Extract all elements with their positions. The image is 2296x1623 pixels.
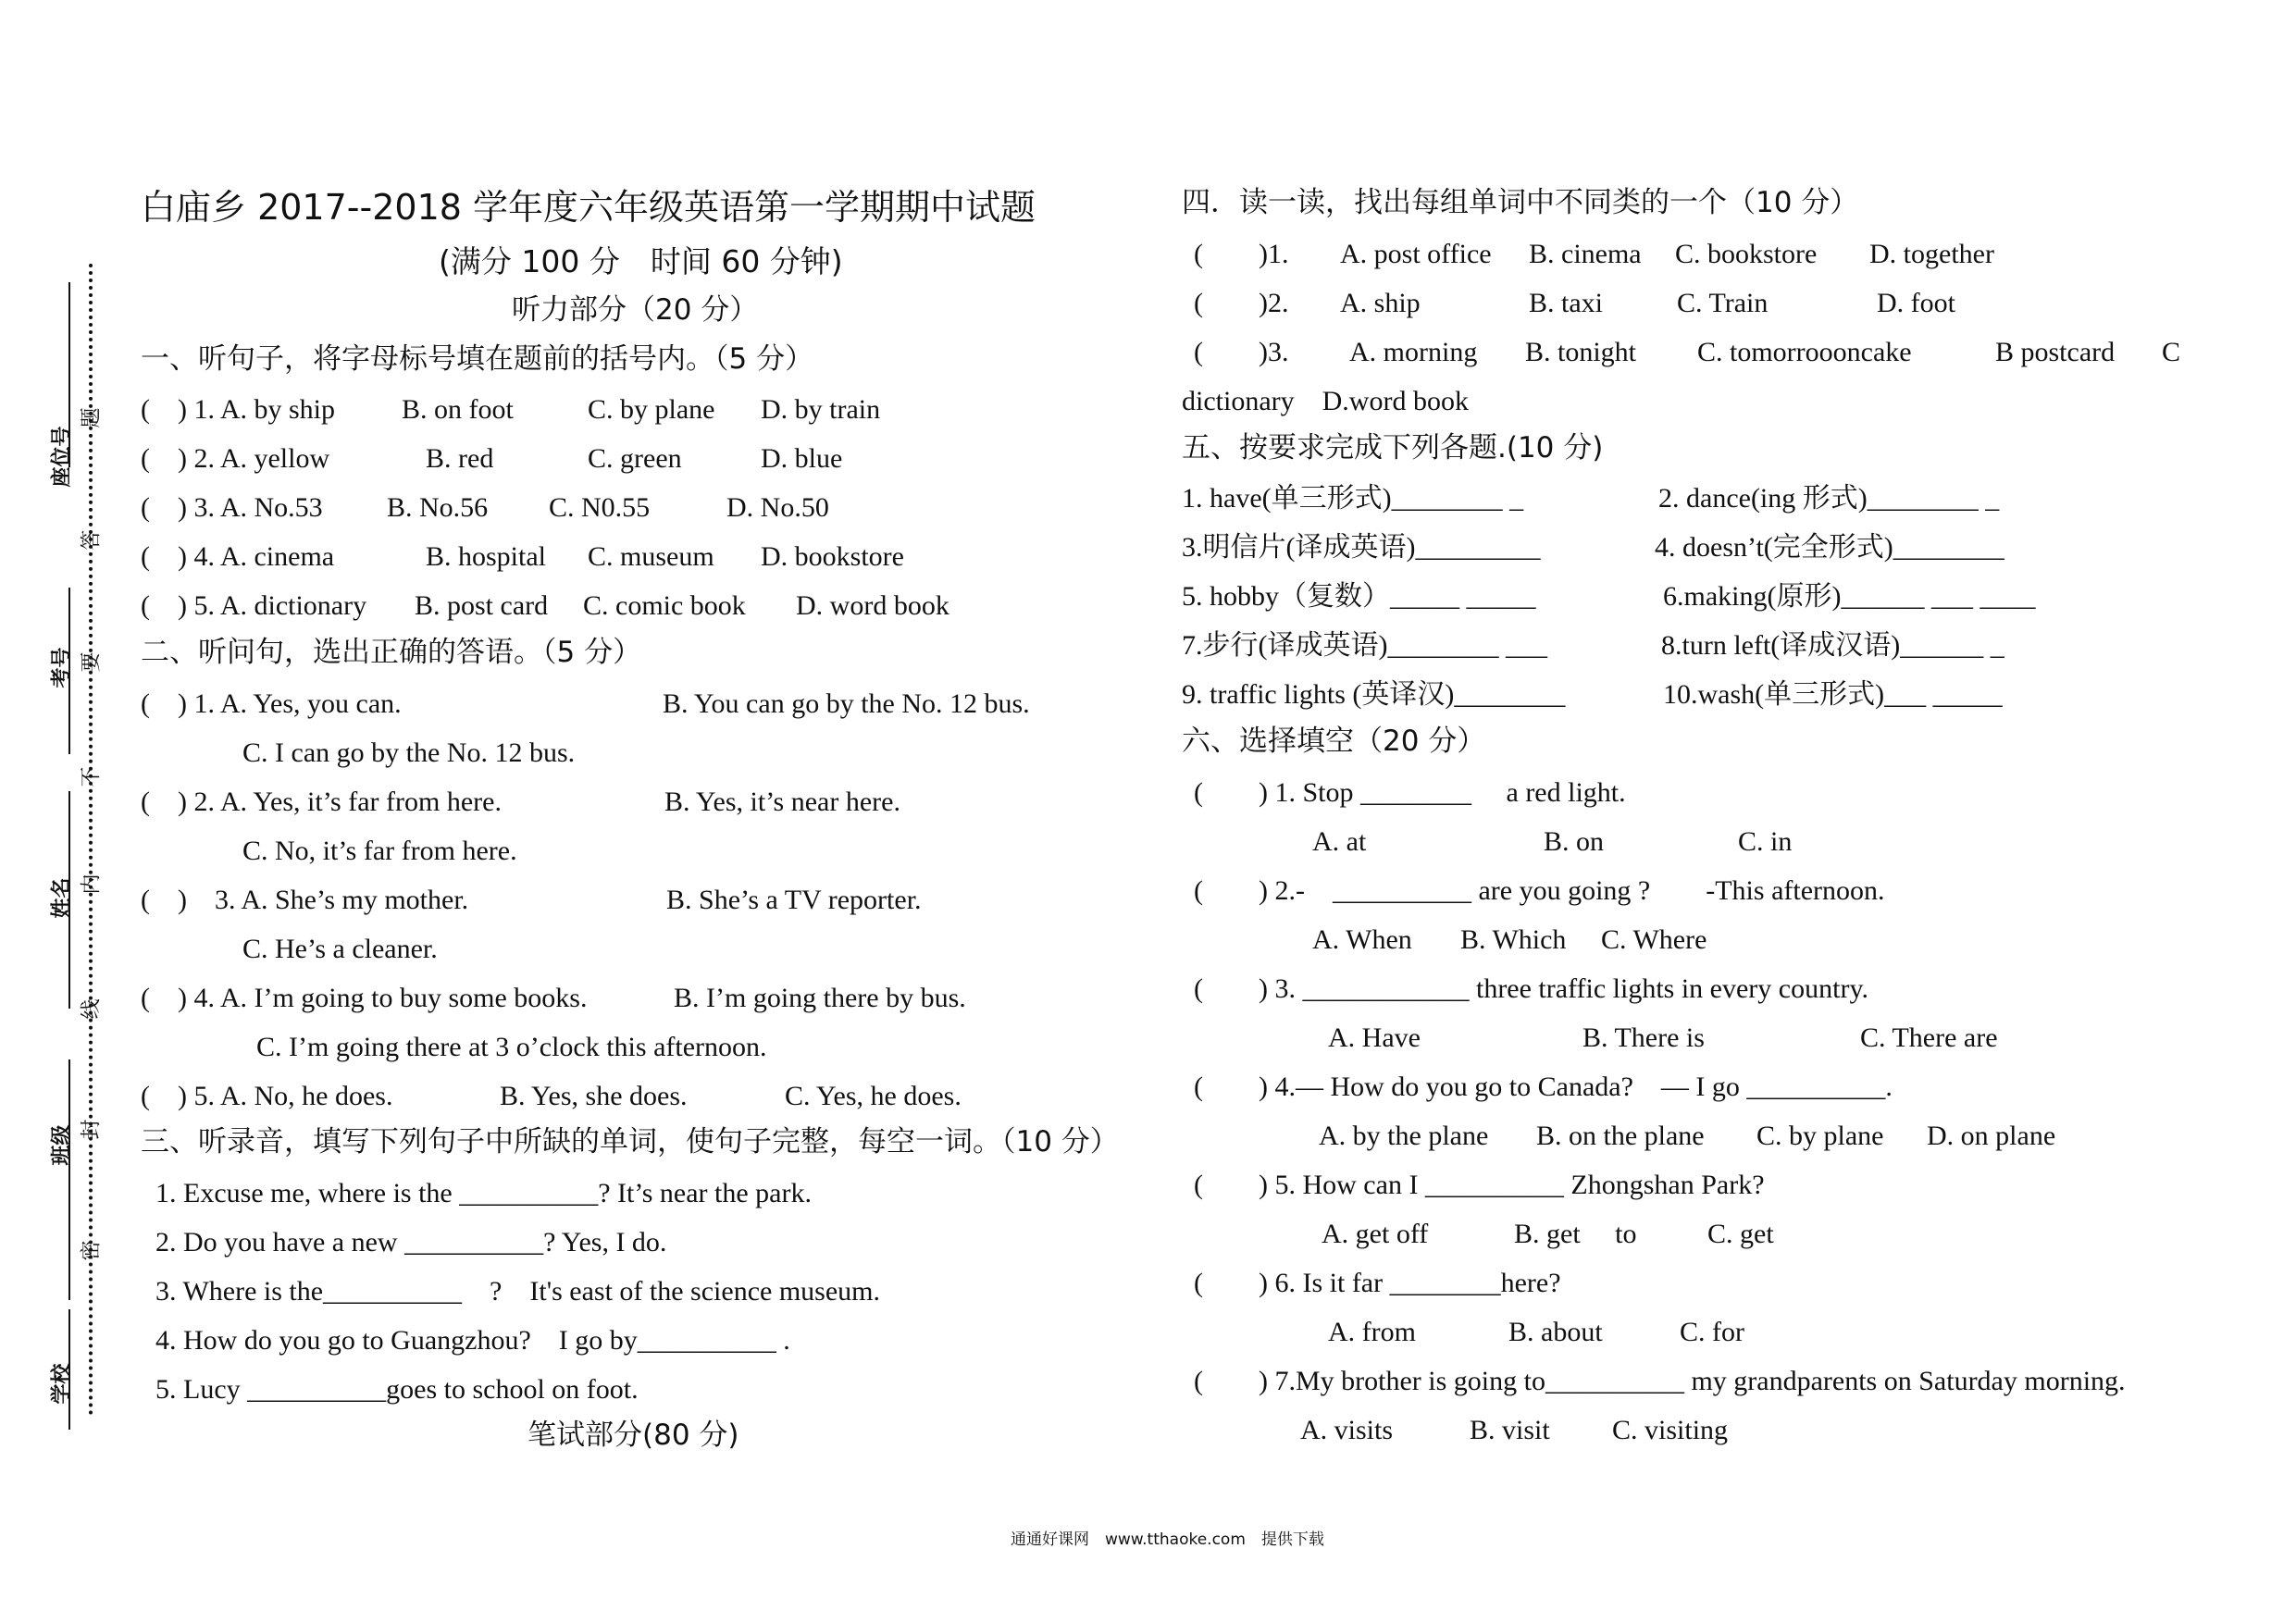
section6-q2-c: C. Where [1601,924,1707,955]
seal-char: 要 [80,651,104,673]
section6-q4-a: A. by the plane [1319,1121,1489,1151]
section5-item-7: 7.步行(译成英语)________ ___ [1182,630,1547,661]
section1-item-4-b: B. hospital [426,541,547,572]
section6-q7-a: A. visits [1300,1415,1394,1445]
section2-item-5-c: C. Yes, he does. [785,1081,962,1111]
section4-row-2-d: D. foot [1877,288,1955,318]
section2-item-1-a: ( ) 1. A. Yes, you can. [141,688,402,719]
section2-item-5-b: B. Yes, she does. [500,1081,688,1111]
page-footer: 通通好课网 www.tthaoke.com 提供下载 [1011,1530,1324,1549]
section1-item-1-c: C. by plane [588,394,715,425]
section1-item-5-c: C. comic book [583,590,746,621]
section4-row-3-continued: dictionary D.word book [1182,386,1469,416]
section4-row-3-num: ( )3. [1194,337,1289,367]
exam-subtitle: (满分 100 分 时间 60 分钟) [439,243,843,279]
section4-row-3-a: A. morning [1349,337,1478,367]
section4-row-3-e: C [2162,337,2181,367]
section2-item-4-c: C. I’m going there at 3 o’clock this afternoon. [256,1032,767,1062]
section1-item-1-d: D. by train [761,394,881,425]
section3-item-4: 4. How do you go to Guangzhou? I go by__________ . [155,1325,790,1356]
section1-item-1-a: ( ) 1. A. by ship [141,394,335,425]
section1-item-3-a: ( ) 3. A. No.53 [141,492,323,523]
section4-row-2-num: ( )2. [1194,288,1289,318]
section5-item-4: 4. doesn’t(完全形式)________ [1655,532,2004,563]
section2-item-4-a: ( ) 4. A. I’m going to buy some books. [141,983,588,1013]
class-label: 班级 [50,1124,74,1166]
section6-q4-d: D. on plane [1927,1121,2056,1151]
section6-q3: ( ) 3. ____________ three traffic lights in every country. [1194,973,1868,1004]
section4-row-3-d: B postcard [1995,337,2116,367]
section1-item-2-c: C. green [588,443,682,474]
section6-q1-a: A. at [1312,826,1367,857]
section4-row-1-c: C. bookstore [1675,239,1818,269]
section6-q2-a: A. When [1312,924,1412,955]
section6-q7-c: C. visiting [1612,1415,1729,1445]
section6-q6: ( ) 6. Is it far ________here? [1194,1268,1561,1298]
seal-char: 内 [80,873,104,895]
section1-item-5-d: D. word book [796,590,949,621]
section6-q5-c: C. get [1707,1219,1774,1249]
section6-q6-c: C. for [1680,1317,1744,1347]
section4-row-1-num: ( )1. [1194,239,1289,269]
section6-q4-b: B. on the plane [1536,1121,1705,1151]
section1-item-4-d: D. bookstore [761,541,904,572]
section5-item-2: 2. dance(ing 形式)________ _ [1658,483,2000,514]
section6-q1: ( ) 1. Stop ________ a red light. [1194,777,1626,808]
section2-item-3-a: ( ) 3. A. She’s my mother. [141,885,469,915]
section2-item-2-c: C. No, it’s far from here. [242,836,517,866]
exam-title: 白庙乡 2017--2018 学年度六年级英语第一学期期中试题 [141,187,1036,228]
section4-row-2-c: C. Train [1677,288,1769,318]
section2-item-2-b: B. Yes, it’s near here. [664,787,900,817]
section6-q6-a: A. from [1328,1317,1416,1347]
section1-item-3-c: C. N0.55 [549,492,651,523]
section2-item-1-c: C. I can go by the No. 12 bus. [242,737,576,768]
name-label: 姓名 [50,877,74,919]
section2-heading: 二、听问句，选出正确的答语。（5 分） [141,636,642,669]
section1-item-5-b: B. post card [415,590,549,621]
section1-item-2-d: D. blue [761,443,843,474]
section1-item-3-d: D. No.50 [726,492,829,523]
section6-q3-b: B. There is [1582,1022,1705,1053]
section6-q7-b: B. visit [1470,1415,1550,1445]
section5-item-5: 5. hobby（复数）_____ _____ [1182,581,1536,612]
section5-item-6: 6.making(原形)______ ___ ____ [1663,581,2036,612]
section2-item-4-b: B. I’m going there by bus. [674,983,966,1013]
section5-item-3: 3.明信片(译成英语)_________ [1182,532,1541,563]
seal-char: 密 [80,1240,104,1261]
section6-heading: 六、选择填空（20 分） [1182,725,1486,758]
section6-q2-b: B. Which [1460,924,1567,955]
section1-item-3-b: B. No.56 [387,492,489,523]
section2-item-3-b: B. She’s a TV reporter. [666,885,922,915]
section6-q4: ( ) 4.— How do you go to Canada? — I go __________. [1194,1072,1893,1102]
section6-q6-b: B. about [1508,1317,1603,1347]
section4-row-2-b: B. taxi [1529,288,1603,318]
seat-number-label: 座位号 [50,426,74,488]
section5-item-9: 9. traffic lights (英译汉)________ [1182,679,1566,710]
class-line [68,1059,70,1300]
seal-char: 答 [80,529,104,551]
listening-part-title: 听力部分（20 分） [512,293,759,327]
seal-char: 封 [80,1119,104,1140]
seal-char: 题 [80,407,104,428]
section4-row-3-b: B. tonight [1525,337,1637,367]
exam-number-label: 考号 [50,647,74,688]
section6-q5-b: B. get to [1514,1219,1637,1249]
section6-q3-c: C. There are [1860,1022,1998,1053]
section1-item-1-b: B. on foot [402,394,514,425]
section4-row-1-d: D. together [1869,239,1994,269]
seal-char: 线 [80,998,104,1020]
section2-item-5-a: ( ) 5. A. No, he does. [141,1081,393,1111]
section3-item-2: 2. Do you have a new __________? Yes, I do. [155,1227,667,1258]
section5-item-8: 8.turn left(译成汉语)______ _ [1661,630,2004,661]
section3-item-1: 1. Excuse me, where is the __________? It’s near the park. [155,1178,812,1208]
section4-row-1-b: B. cinema [1529,239,1642,269]
section2-item-1-b: B. You can go by the No. 12 bus. [663,688,1030,719]
school-label: 学校 [50,1363,74,1405]
section6-q1-b: B. on [1544,826,1605,857]
section1-item-4-c: C. museum [588,541,714,572]
section1-item-2-b: B. red [426,443,494,474]
section5-item-10: 10.wash(单三形式)___ _____ [1663,679,2003,710]
section3-item-5: 5. Lucy __________goes to school on foot. [155,1374,639,1405]
section4-row-3-c: C. tomorroooncake [1697,337,1912,367]
section2-item-3-c: C. He’s a cleaner. [242,934,438,964]
section4-row-1-a: A. post office [1340,239,1492,269]
section4-row-2-a: A. ship [1340,288,1421,318]
section1-item-4-a: ( ) 4. A. cinema [141,541,335,572]
section3-item-3: 3. Where is the__________ ? It's east of the science museum. [155,1276,880,1307]
section2-item-2-a: ( ) 2. A. Yes, it’s far from here. [141,787,502,817]
section6-q4-c: C. by plane [1756,1121,1884,1151]
section6-q5: ( ) 5. How can I __________ Zhongshan Park? [1194,1170,1765,1200]
section1-heading: 一、听句子，将字母标号填在题前的括号内。（5 分） [141,342,814,376]
seal-char: 不 [80,766,104,787]
section1-item-2-a: ( ) 2. A. yellow [141,443,330,474]
section5-heading: 五、按要求完成下列各题.(10 分) [1182,431,1604,465]
section4-heading: 四．读一读，找出每组单词中不同类的一个（10 分） [1182,186,1859,219]
section5-item-1: 1. have(单三形式)________ _ [1182,483,1524,514]
section6-q1-c: C. in [1738,826,1793,857]
section6-q2: ( ) 2.- __________ are you going ? -This afternoon. [1194,875,1885,906]
section1-item-5-a: ( ) 5. A. dictionary [141,590,367,621]
written-part-title: 笔试部分(80 分) [527,1419,739,1452]
section6-q3-a: A. Have [1328,1022,1421,1053]
section6-q7: ( ) 7.My brother is going to__________ my grandparents on Saturday morning. [1194,1366,2126,1396]
section3-heading: 三、听录音，填写下列句子中所缺的单词，使句子完整，每空一词。（10 分） [141,1125,1119,1158]
section6-q5-a: A. get off [1322,1219,1429,1249]
